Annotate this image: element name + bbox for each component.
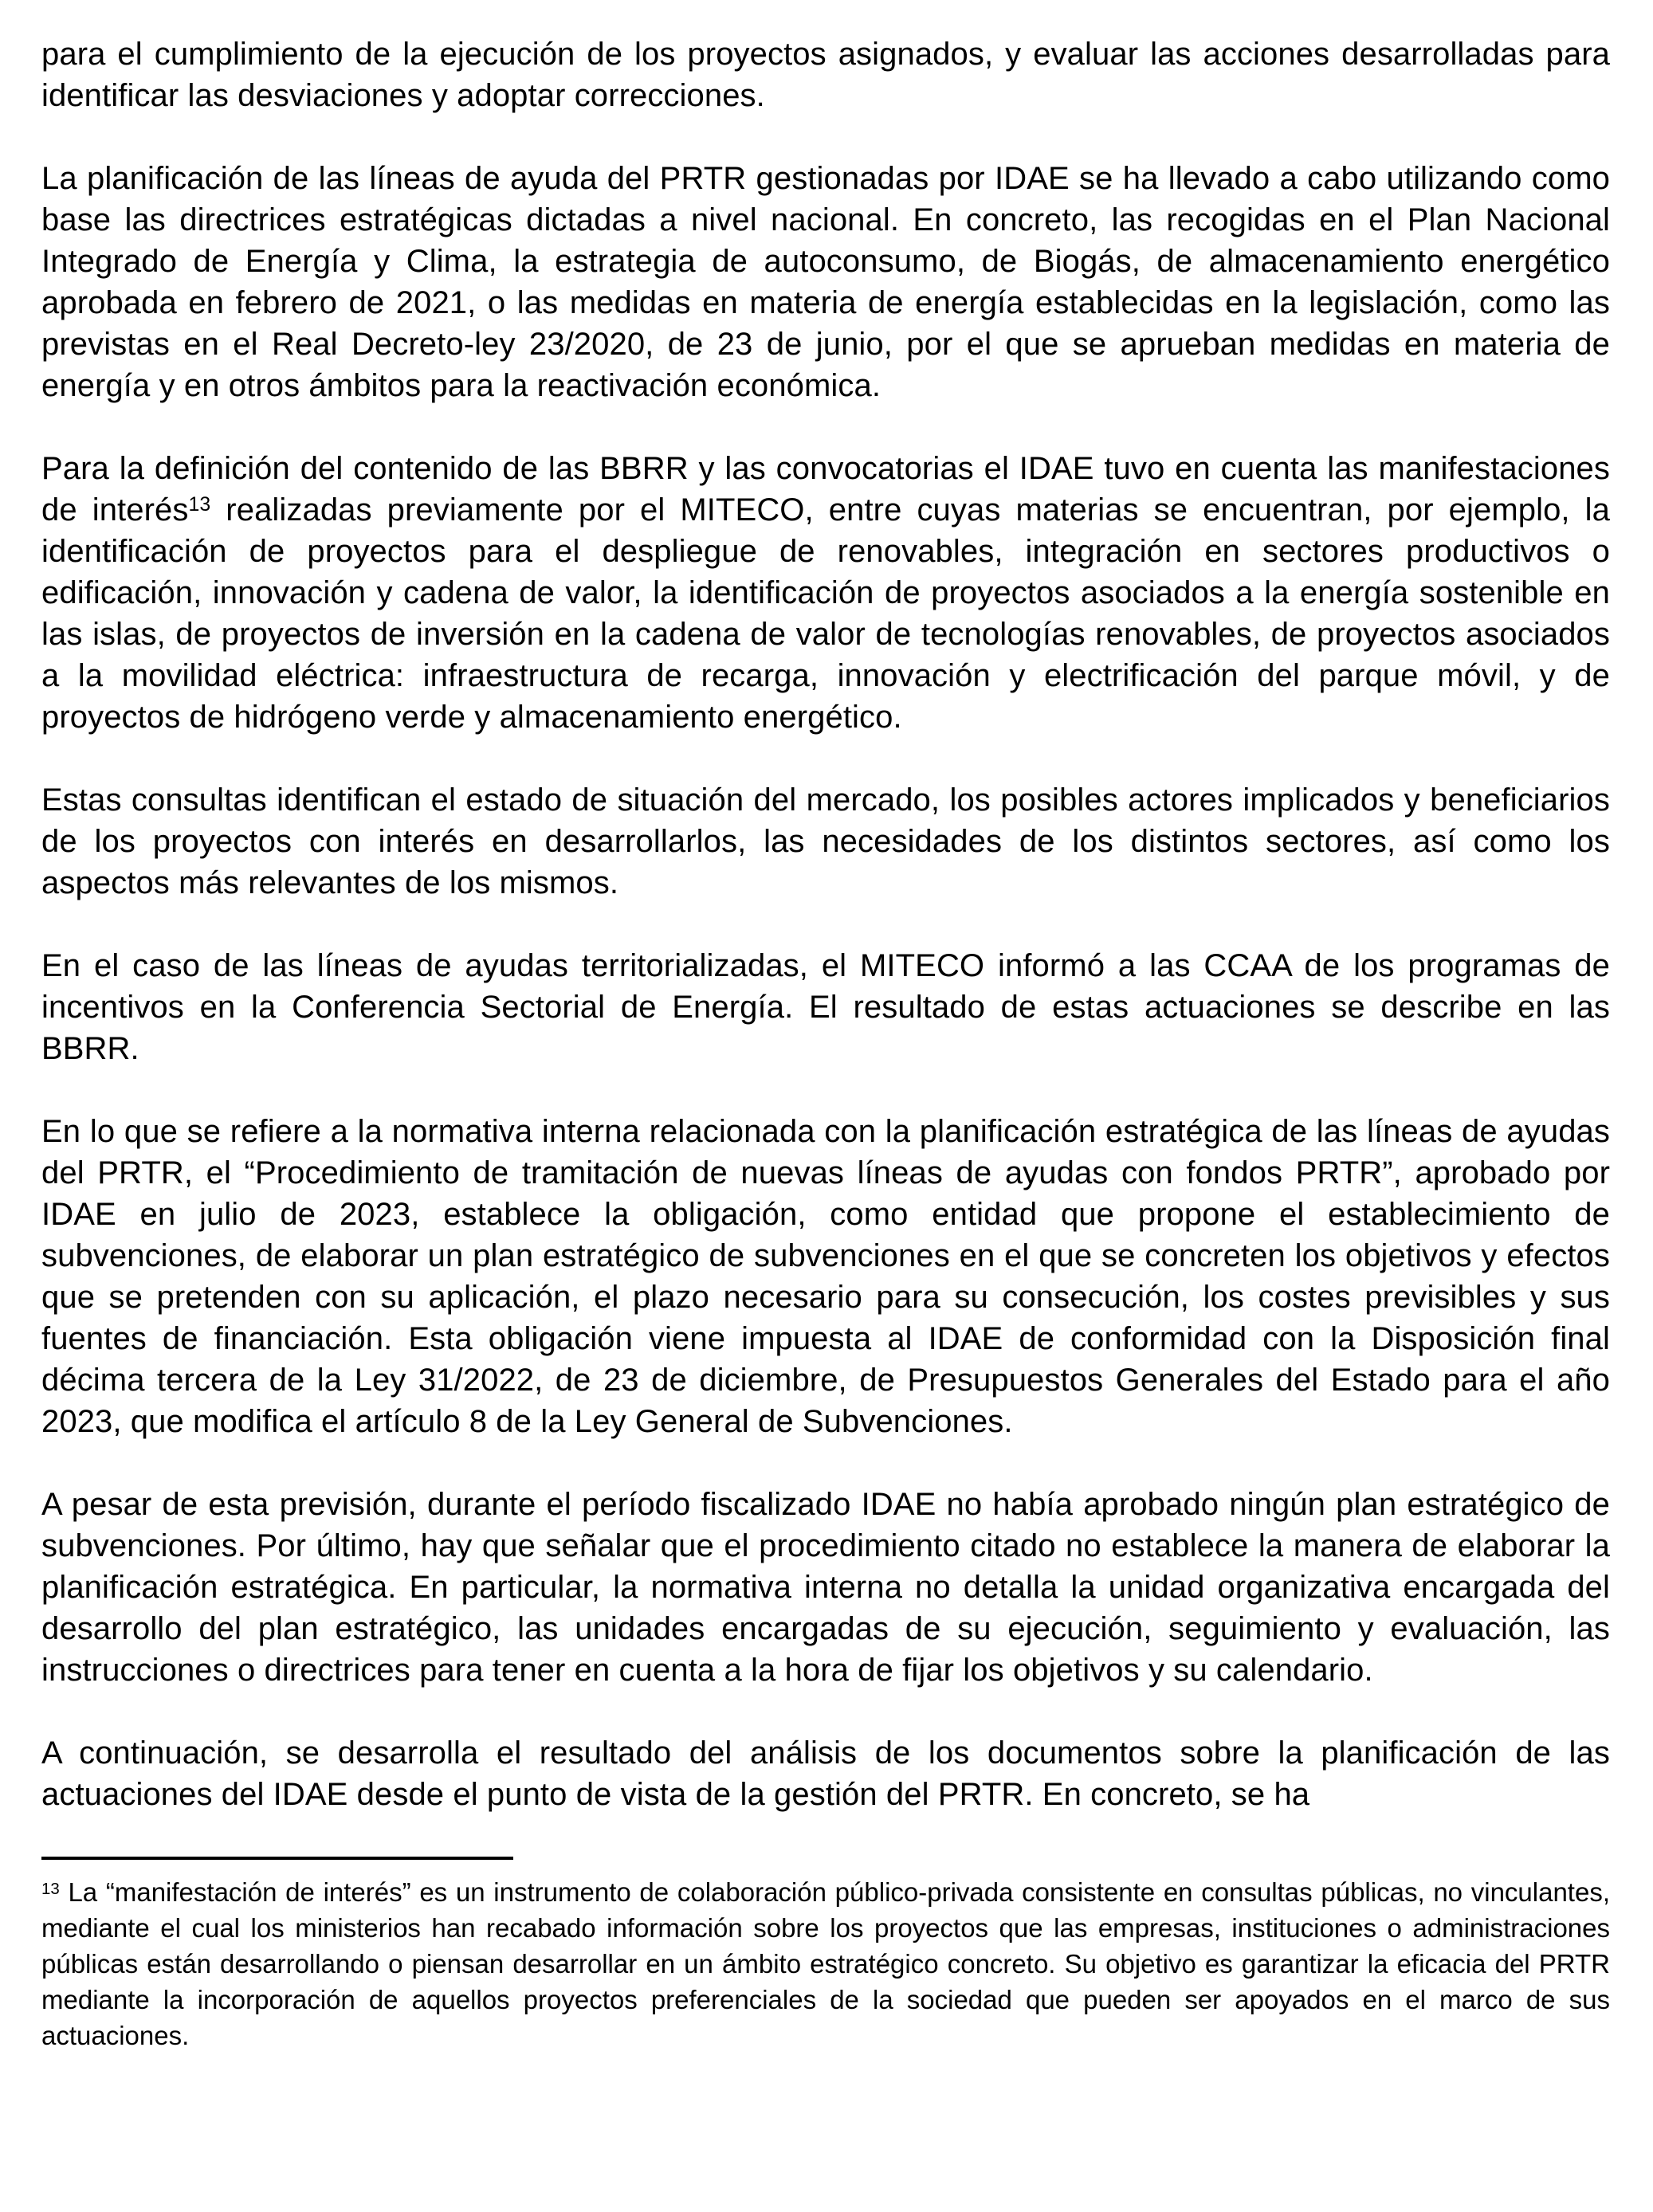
paragraph-text-after-ref: realizadas previamente por el MITECO, entre cuyas materias se encuentran, por ejemplo, la identificación de proyectos para el despliegue de renovables, integración en sectores productivos o edificación, innovación y cadena de valor, la identificación de proyectos asociados a la energía sostenible en las islas, de proyectos de inversión en la cadena de valor de tecnologías renovables, de proyectos asociados a la movilidad eléctrica: infraestructura de recarga, innovación y electrificación del parque móvil, y de proyectos de hidrógeno verde y almacenamiento energético. (41, 492, 1610, 735)
paragraph-plan-estrategico: A pesar de esta previsión, durante el período fiscalizado IDAE no había aprobado ningún plan estratégico de subvenciones. Por último, hay que señalar que el procedimiento citado no establece la manera de elaborar la planificación estratégica. En particular, la normativa interna no detalla la unidad organizativa encargada del desarrollo del plan estratégico, las unidades encargadas de su ejecución, seguimiento y evaluación, las instrucciones o directrices para tener en cuenta a la hora de fijar los objetivos y su calendario. (41, 1487, 1610, 1688)
footnote-separator-rule (41, 1857, 513, 1860)
footnote-marker: 13 (41, 1880, 60, 1899)
document-body (41, 33, 1610, 1815)
paragraph-continuation: para el cumplimiento de la ejecución de los proyectos asignados, y evaluar las acciones desarrolladas para identificar las desviaciones y adoptar correcciones. (41, 37, 1610, 113)
paragraph-continuacion-analisis: A continuación, se desarrolla el resultado del análisis de los documentos sobre la planificación de las actuaciones del IDAE desde el punto de vista de la gestión del PRTR. En concreto, se ha (41, 1735, 1610, 1812)
footnote-reference-13: 13 (188, 494, 211, 516)
paragraph-definicion-bbrr (41, 448, 1610, 738)
footnote-13 (41, 1874, 1610, 2053)
paragraph-normativa-interna: En lo que se refiere a la normativa interna relacionada con la planificación estratégica de las líneas de ayudas del PRTR, el “Procedimiento de tramitación de nuevas líneas de ayudas con fondos PRTR”, aprobado por IDAE en julio de 2023, establece la obligación, como entidad que propone el establecimiento de subvenciones, de elaborar un plan estratégico de subvenciones en el que se concreten los objetivos y efectos que se pretenden con su aplicación, el plazo necesario para su consecución, los costes previsibles y sus fuentes de financiación. Esta obligación viene impuesta al IDAE de conformidad con la Disposición final décima tercera de la Ley 31/2022, de 23 de diciembre, de Presupuestos Generales del Estado para el año 2023, que modifica el artículo 8 de la Ley General de Subvenciones. (41, 1114, 1610, 1439)
paragraph-lineas-territorializadas: En el caso de las líneas de ayudas territorializadas, el MITECO informó a las CCAA de los programas de incentivos en la Conferencia Sectorial de Energía. El resultado de estas actuaciones se describe en las BBRR. (41, 948, 1610, 1066)
paragraph-planificacion: La planificación de las líneas de ayuda del PRTR gestionadas por IDAE se ha llevado a cabo utilizando como base las directrices estratégicas dictadas a nivel nacional. En concreto, las recogidas en el Plan Nacional Integrado de Energía y Clima, la estrategia de autoconsumo, de Biogás, de almacenamiento energético aprobada en febrero de 2021, o las medidas en materia de energía establecidas en la legislación, como las previstas en el Real Decreto-ley 23/2020, de 23 de junio, por el que se aprueban medidas en materia de energía y en otros ámbitos para la reactivación económica. (41, 161, 1610, 403)
paragraph-text-before-ref: Para la definición del contenido de las BBRR y las convocatorias el IDAE tuvo en cuenta las manifestaciones de interés (41, 451, 1610, 528)
footnote-text: La “manifestación de interés” es un instrumento de colaboración público-privada consistente en consultas públicas, no vinculantes, mediante el cual los ministerios han recabado información sobre los proyectos que las empresas, instituciones o administraciones públicas están desarrollando o piensan desarrollar en un ámbito estratégico concreto. Su objetivo es garantizar la eficacia del PRTR mediante la incorporación de aquellos proyectos preferenciales de la sociedad que pueden ser apoyados en el marco de sus actuaciones. (41, 1877, 1610, 2050)
paragraph-consultas: Estas consultas identifican el estado de situación del mercado, los posibles actores implicados y beneficiarios de los proyectos con interés en desarrollarlos, las necesidades de los distintos sectores, así como los aspectos más relevantes de los mismos. (41, 782, 1610, 900)
